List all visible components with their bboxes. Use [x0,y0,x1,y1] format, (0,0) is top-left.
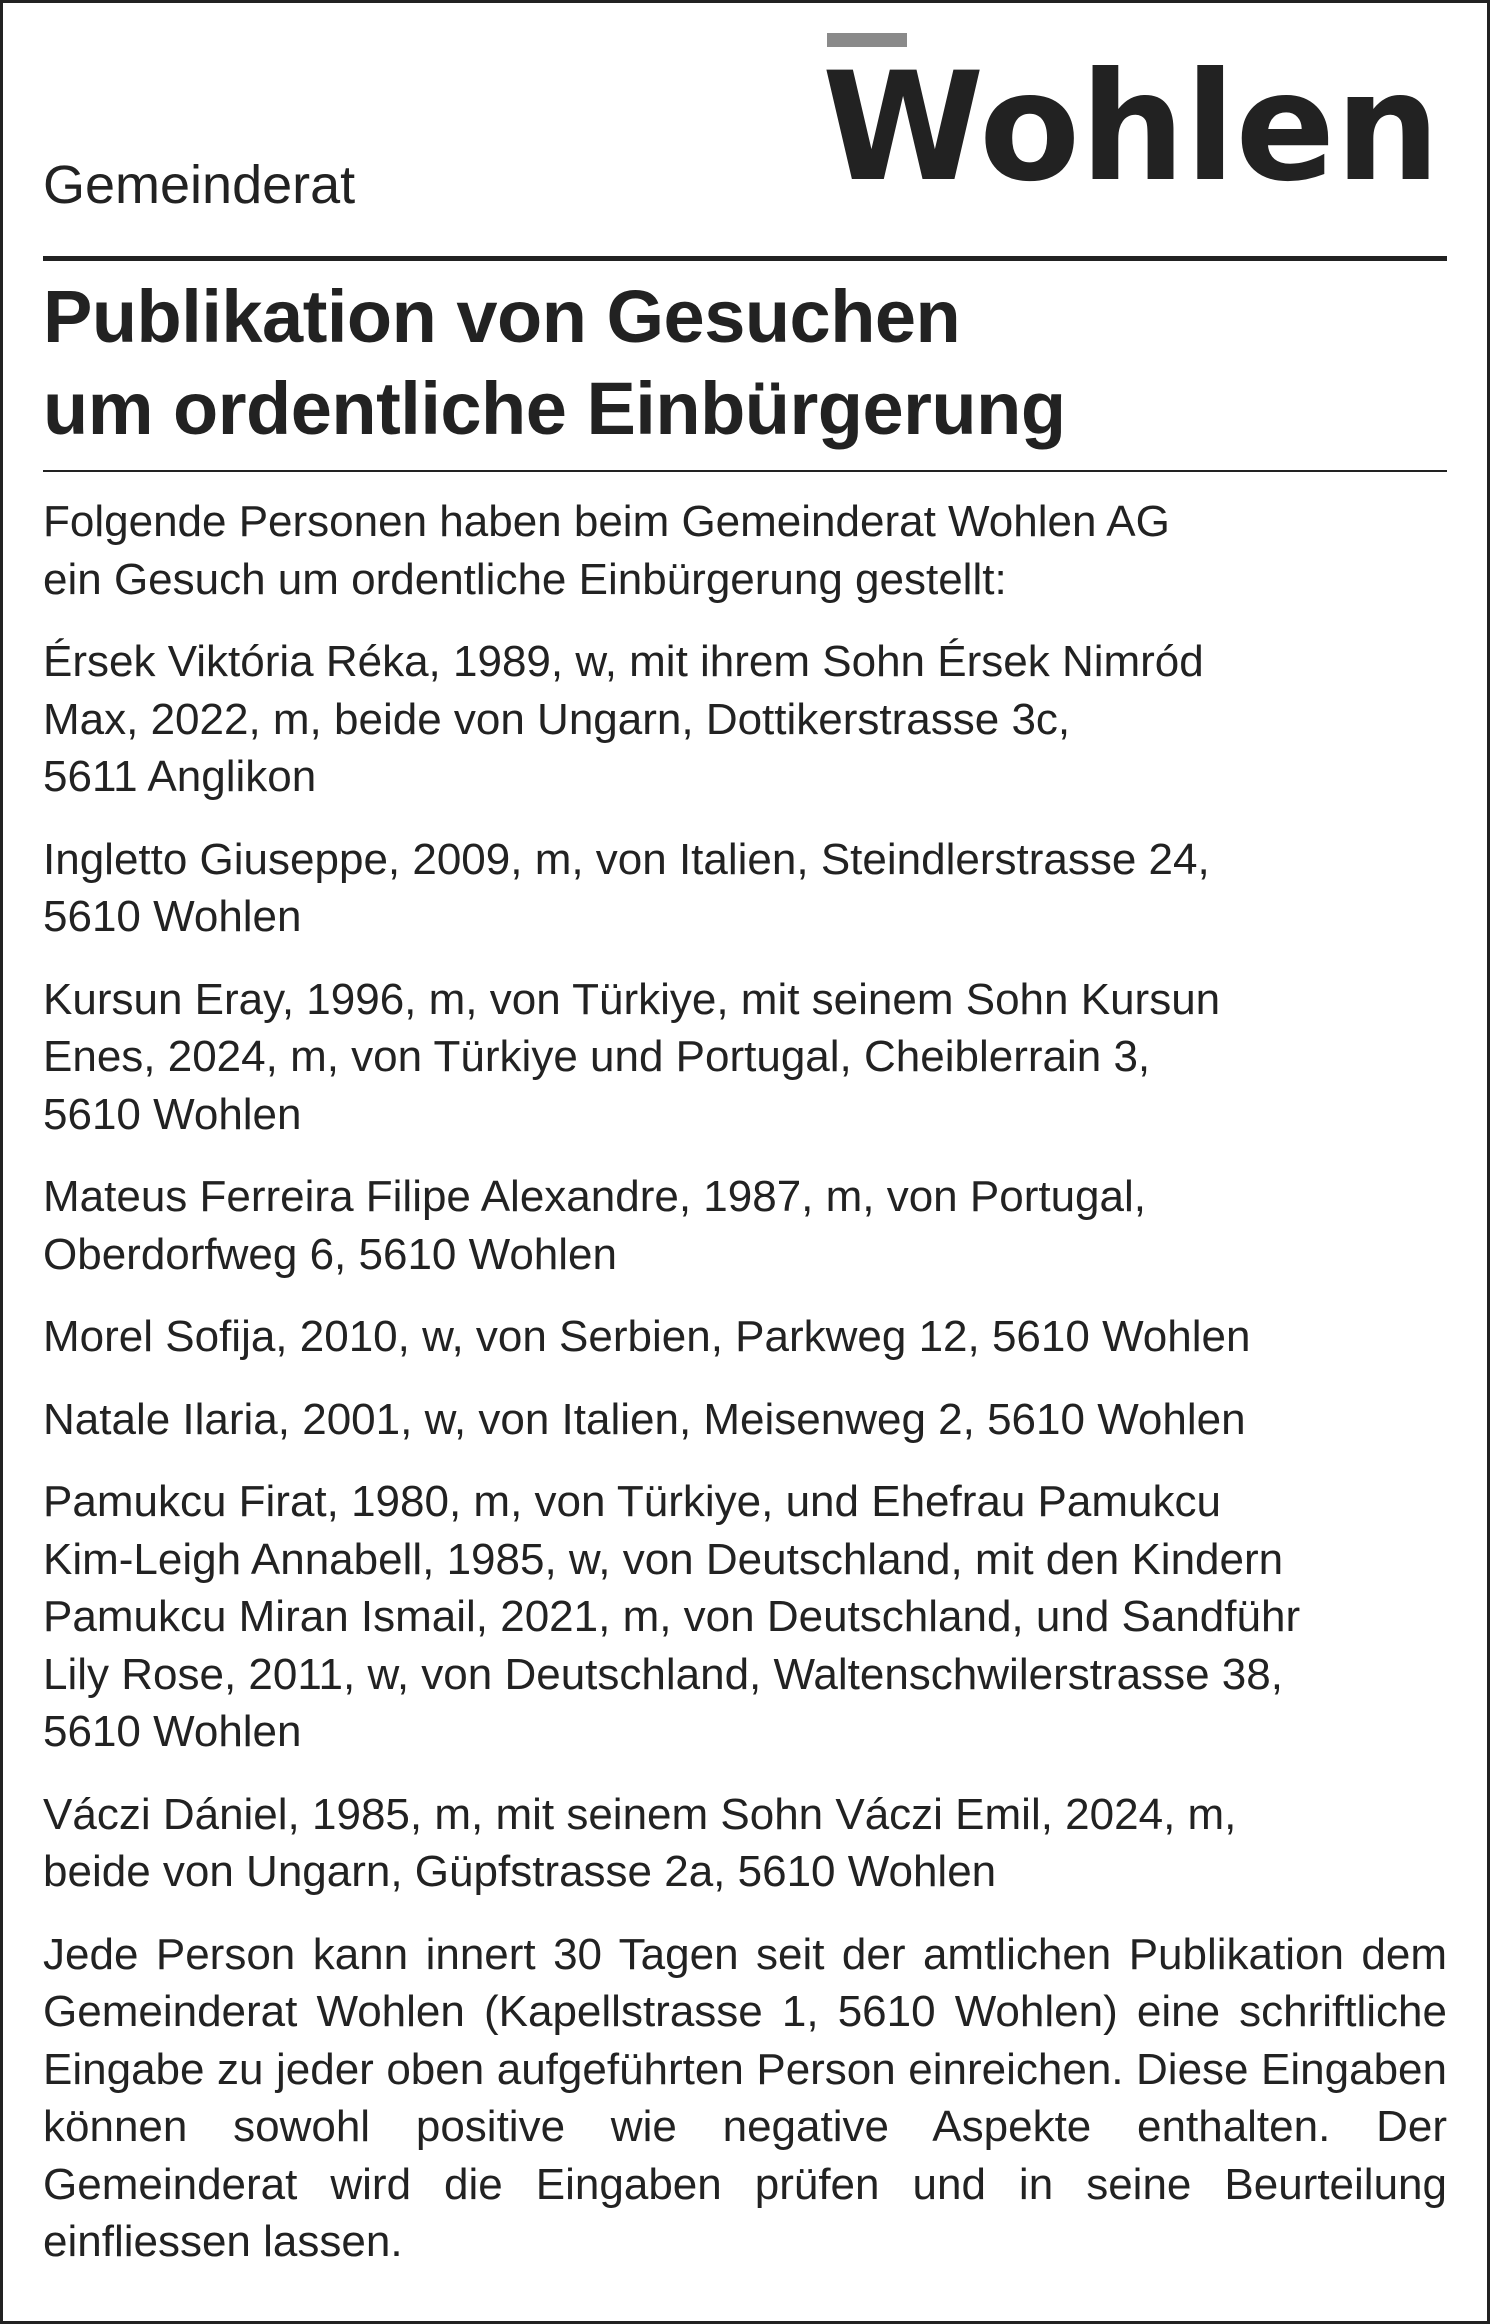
intro-line: ein Gesuch um ordentliche Einbürgerung gestellt: [43,554,1007,604]
logo-text: Wohlen [822,41,1440,215]
applicant-line: Morel Sofija, 2010, w, von Serbien, Parkweg 12, 5610 Wohlen [43,1312,1251,1361]
page-title [43,271,1447,455]
applicant-line: 5611 Anglikon [43,752,317,801]
applicant-entry [43,1168,1447,1283]
applicant-line: Natale Ilaria, 2001, w, von Italien, Meisenweg 2, 5610 Wohlen [43,1394,1246,1444]
title-divider [43,470,1447,472]
applicant-line: Pamukcu Miran Ismail, 2021, m, von Deutschland, und Sandführ [43,1592,1301,1641]
closing-paragraph: Jede Person kann innert 30 Tagen seit der amtlichen Publikation dem Gemeinderat Wohlen (Kapellstrasse 1, 5610 Wohlen) eine schriftliche Eingabe zu jeder oben aufgeführten Person einreichen. Diese Eingaben können sowohl positive wie negative Aspekte enthalten. Der Gemeinderat wird die Eingaben prüfen und in seine Beurteilung einfliessen lassen. [43,1929,1447,2266]
applicant-line: Enes, 2024, m, von Türkiye und Portugal, Cheiblerrain 3, [43,1032,1151,1081]
applicant-line: 5610 Wohlen [43,892,302,941]
header-divider [43,256,1447,261]
applicant-line: Kursun Eray, 1996, m, von Türkiye, mit seinem Sohn Kursun [43,974,1221,1024]
intro-paragraph [43,493,1447,608]
applicant-line: Pamukcu Firat, 1980, m, von Türkiye, und Ehefrau Pamukcu [43,1477,1221,1526]
applicant-entry [43,1473,1447,1761]
applicant-line: 5610 Wohlen [43,1089,302,1139]
applicant-line: 5610 Wohlen [43,1707,302,1756]
applicant-line: Oberdorfweg 6, 5610 Wohlen [43,1229,617,1279]
applicant-entry [43,1391,1447,1449]
applicant-entry [43,1308,1447,1366]
applicant-line: Kim-Leigh Annabell, 1985, w, von Deutschland, mit den Kindern [43,1534,1284,1584]
applicant-line: beide von Ungarn, Güpfstrasse 2a, 5610 Wohlen [43,1847,997,1896]
intro-line: Folgende Personen haben beim Gemeinderat Wohlen AG [43,497,1170,546]
applicant-line: Váczi Dániel, 1985, m, mit seinem Sohn Váczi Emil, 2024, m, [43,1789,1237,1839]
applicant-entry [43,831,1447,946]
applicant-line: Max, 2022, m, beide von Ungarn, Dottikerstrasse 3c, [43,694,1071,744]
applicant-entry [43,1786,1447,1901]
header [43,3,1447,261]
applicant-entry [43,971,1447,1144]
applicant-line: Lily Rose, 2011, w, von Deutschland, Waltenschwilerstrasse 38, [43,1649,1283,1699]
applicant-line: Ingletto Giuseppe, 2009, m, von Italien, Steindlerstrasse 24, [43,834,1210,884]
notice-body [43,493,1447,2271]
applicant-line: Mateus Ferreira Filipe Alexandre, 1987, m, von Portugal, [43,1172,1146,1221]
title-line-2: um ordentliche Einbürgerung [43,367,1066,450]
wohlen-logo [822,31,1447,231]
title-line-1: Publikation von Gesuchen [43,275,961,358]
applicant-list [43,633,1447,1901]
department-label: Gemeinderat [43,155,356,215]
applicant-entry [43,633,1447,806]
applicant-line: Érsek Viktória Réka, 1989, w, mit ihrem Sohn Érsek Nimród [43,637,1204,686]
